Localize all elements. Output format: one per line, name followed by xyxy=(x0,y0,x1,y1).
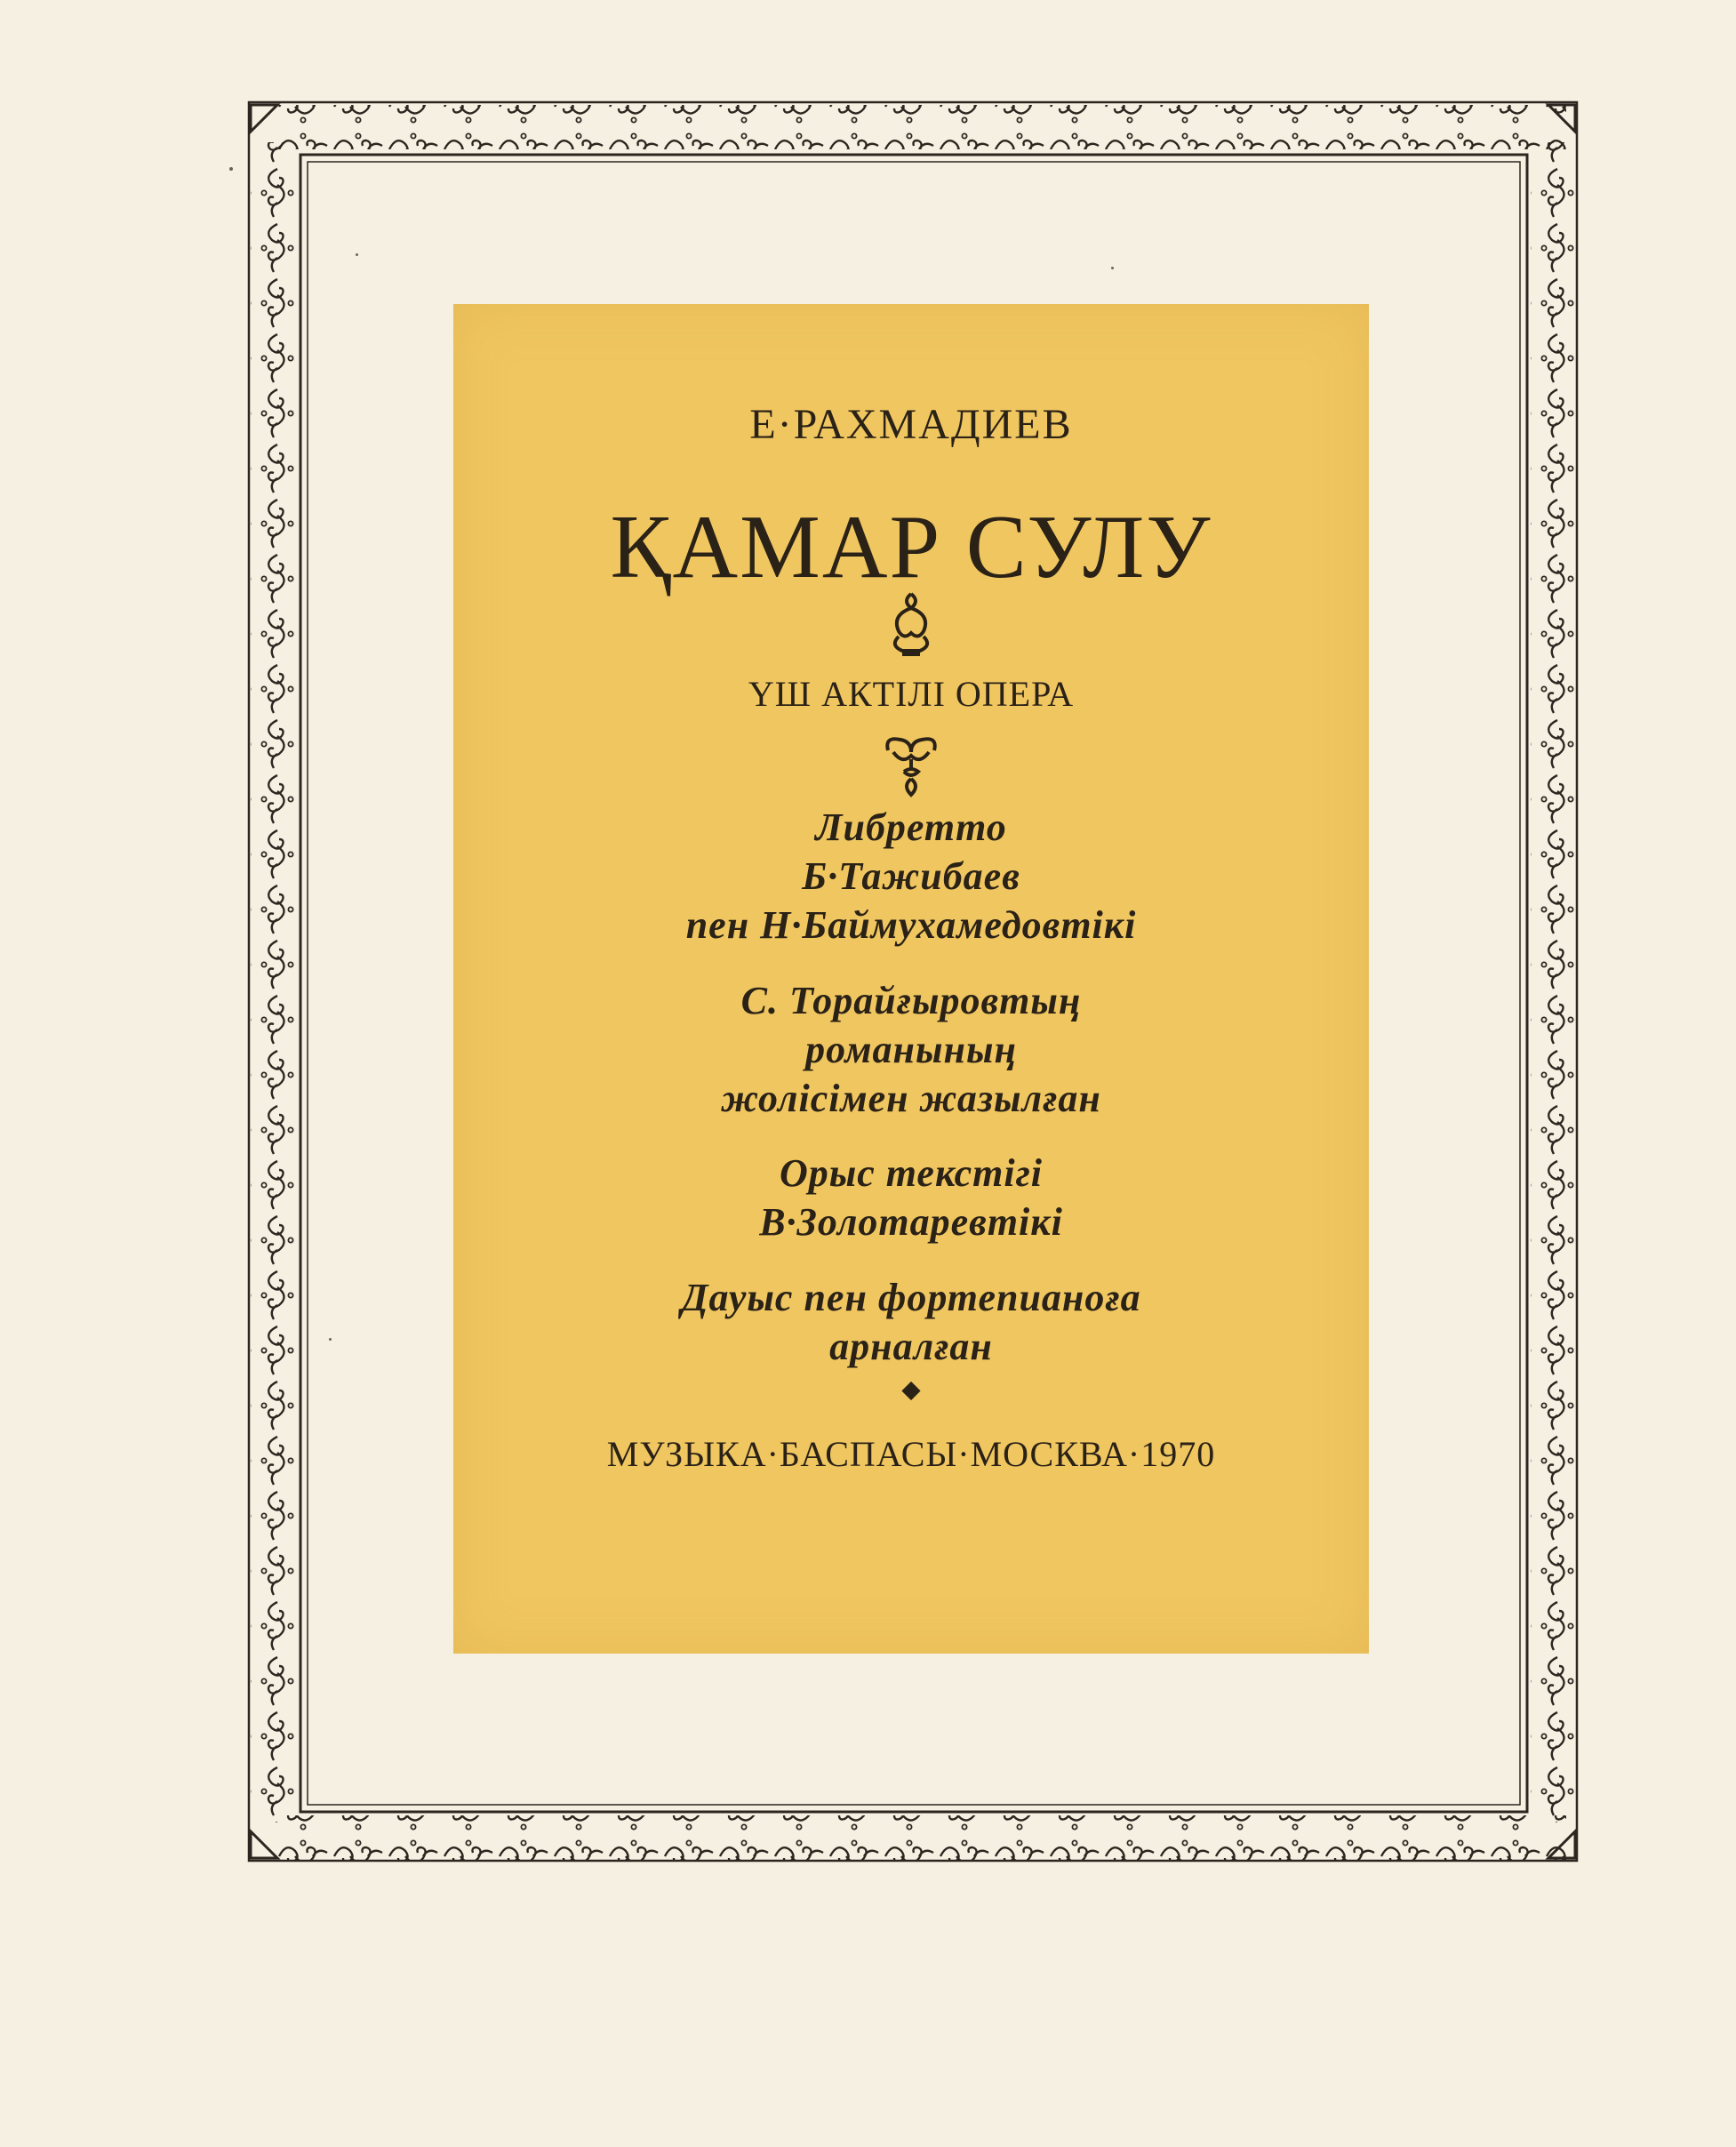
scroll-ornament-icon xyxy=(884,590,938,658)
arrangement-line-2: арналған xyxy=(829,1325,993,1368)
paper-speck xyxy=(329,1338,332,1341)
paper-speck xyxy=(356,253,358,256)
libretto-line-2: Б·Тажибаев xyxy=(802,854,1020,898)
right-ornament-band xyxy=(1531,142,1575,1823)
libretto-line-1: Либретто xyxy=(815,805,1007,849)
fleur-ornament-icon xyxy=(883,733,940,800)
opera-title: ҚАМАР СУЛУ xyxy=(610,497,1212,597)
diamond-icon xyxy=(901,1382,920,1400)
author: Е·РАХМАДИЕВ xyxy=(749,401,1073,448)
left-ornament-band xyxy=(251,142,295,1823)
top-ornament-band xyxy=(277,105,1566,149)
russian-text-line-2: В·Золотаревтікі xyxy=(759,1200,1063,1244)
based-on-line-2: романының xyxy=(805,1028,1017,1071)
paper-speck xyxy=(229,167,233,171)
title-panel xyxy=(453,304,1369,1654)
based-on-line-1: С. Торайғыровтың xyxy=(740,979,1082,1022)
opera-subtitle: ҮШ АКТІЛІ ОПЕРА xyxy=(748,674,1075,714)
libretto-line-3: пен Н·Баймухамедовтікі xyxy=(685,903,1137,947)
paper-speck xyxy=(1111,267,1114,269)
based-on-line-3: жолісімен жазылған xyxy=(721,1077,1101,1120)
russian-text-line-1: Орыс текстігі xyxy=(779,1151,1044,1195)
arrangement-line-1: Дауыс пен фортепианоға xyxy=(681,1276,1141,1319)
publisher-line: МУЗЫКА·БАСПАСЫ·МОСКВА·1970 xyxy=(606,1434,1216,1474)
bottom-ornament-band xyxy=(277,1815,1566,1860)
